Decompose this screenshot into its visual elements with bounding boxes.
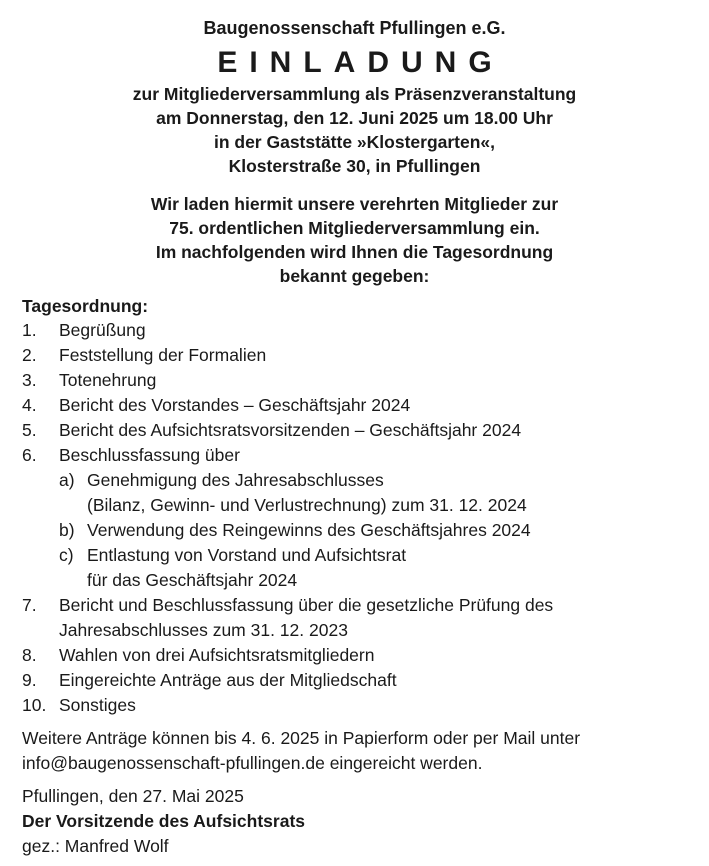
agenda-item-text: Jahresabschlusses zum 31. 12. 2023 — [59, 620, 348, 640]
agenda-subitem-text: für das Geschäftsjahr 2024 — [87, 570, 298, 590]
agenda-subitem — [59, 468, 687, 518]
submission-note — [22, 726, 687, 776]
agenda-item — [22, 668, 687, 693]
intro-line: Wir laden hiermit unsere verehrten Mitglieder zur — [150, 194, 559, 214]
event-details-line: zur Mitgliederversammlung als Präsenzveranstaltung — [132, 84, 577, 104]
intro-line: bekannt gegeben: — [279, 266, 430, 286]
event-details-line: Klosterstraße 30, in Pfullingen — [228, 156, 481, 176]
agenda-item — [22, 693, 687, 718]
agenda-item-number: 8. — [22, 645, 37, 665]
agenda-item-number: 3. — [22, 370, 37, 390]
agenda-item — [22, 393, 687, 418]
agenda-item-number: 7. — [22, 595, 37, 615]
agenda-item-number: 4. — [22, 395, 37, 415]
headline: EINLADUNG — [217, 46, 504, 79]
agenda-item-text: Feststellung der Formalien — [59, 345, 267, 365]
event-details-line: am Donnerstag, den 12. Juni 2025 um 18.00 Uhr — [156, 108, 553, 128]
agenda-subitem-text: (Bilanz, Gewinn- und Verlustrechnung) zum 31. 12. 2024 — [87, 495, 527, 515]
organization-name: Baugenossenschaft Pfullingen e.G. — [203, 18, 506, 38]
agenda-item-text: Bericht des Aufsichtsratsvorsitzenden – Geschäftsjahr 2024 — [59, 420, 522, 440]
agenda-item-text: Sonstiges — [59, 695, 136, 715]
agenda-item-number: 5. — [22, 420, 37, 440]
agenda-item-text: Eingereichte Anträge aus der Mitgliedschaft — [59, 670, 397, 690]
agenda-subitem — [59, 543, 687, 593]
intro-text — [22, 192, 687, 288]
agenda-subitem-text: Genehmigung des Jahresabschlusses — [87, 470, 384, 490]
agenda-subitem — [59, 518, 687, 543]
event-details-line: in der Gaststätte »Klostergarten«, — [213, 132, 496, 152]
agenda-item-number: 1. — [22, 320, 37, 340]
signatory-name: gez.: Manfred Wolf — [22, 836, 169, 856]
agenda-item-text: Begrüßung — [59, 320, 146, 340]
agenda-list — [22, 318, 687, 718]
agenda-item-text: Bericht und Beschlussfassung über die gesetzliche Prüfung des — [59, 595, 554, 615]
agenda-item-text: Wahlen von drei Aufsichtsratsmitgliedern — [59, 645, 375, 665]
place-date: Pfullingen, den 27. Mai 2025 — [22, 786, 244, 806]
agenda-item — [22, 593, 687, 643]
agenda-item — [22, 368, 687, 393]
agenda-title: Tagesordnung: — [22, 296, 149, 316]
agenda-item-number: 6. — [22, 445, 37, 465]
agenda-sublist — [59, 468, 687, 593]
agenda-item — [22, 443, 687, 593]
agenda-item — [22, 643, 687, 668]
agenda-item — [22, 318, 687, 343]
submission-note-line: Weitere Anträge können bis 4. 6. 2025 in Papierform oder per Mail unter — [22, 728, 581, 748]
agenda-item-number: 9. — [22, 670, 37, 690]
intro-line: 75. ordentlichen Mitgliederversammlung ein. — [169, 218, 540, 238]
header — [22, 14, 687, 178]
agenda-subitem-text: Entlastung von Vorstand und Aufsichtsrat — [87, 545, 407, 565]
agenda-item-number: 2. — [22, 345, 37, 365]
agenda-item — [22, 418, 687, 443]
submission-note-line: info@baugenossenschaft-pfullingen.de eingereicht werden. — [22, 753, 483, 773]
agenda-item-text: Totenehrung — [59, 370, 157, 390]
agenda-subitem-letter: a) — [59, 470, 75, 490]
agenda-item — [22, 343, 687, 368]
agenda-item-number: 10. — [22, 695, 47, 715]
agenda-item-text: Bericht des Vorstandes – Geschäftsjahr 2024 — [59, 395, 411, 415]
intro-line: Im nachfolgenden wird Ihnen die Tagesordnung — [155, 242, 554, 262]
agenda-subitem-letter: c) — [59, 545, 74, 565]
signatory-role: Der Vorsitzende des Aufsichtsrats — [22, 811, 305, 831]
signature-block — [22, 784, 687, 859]
agenda-subitem-text: Verwendung des Reingewinns des Geschäftsjahres 2024 — [87, 520, 531, 540]
agenda-item-text: Beschlussfassung über — [59, 445, 240, 465]
agenda-subitem-letter: b) — [59, 520, 75, 540]
event-details — [22, 82, 687, 178]
